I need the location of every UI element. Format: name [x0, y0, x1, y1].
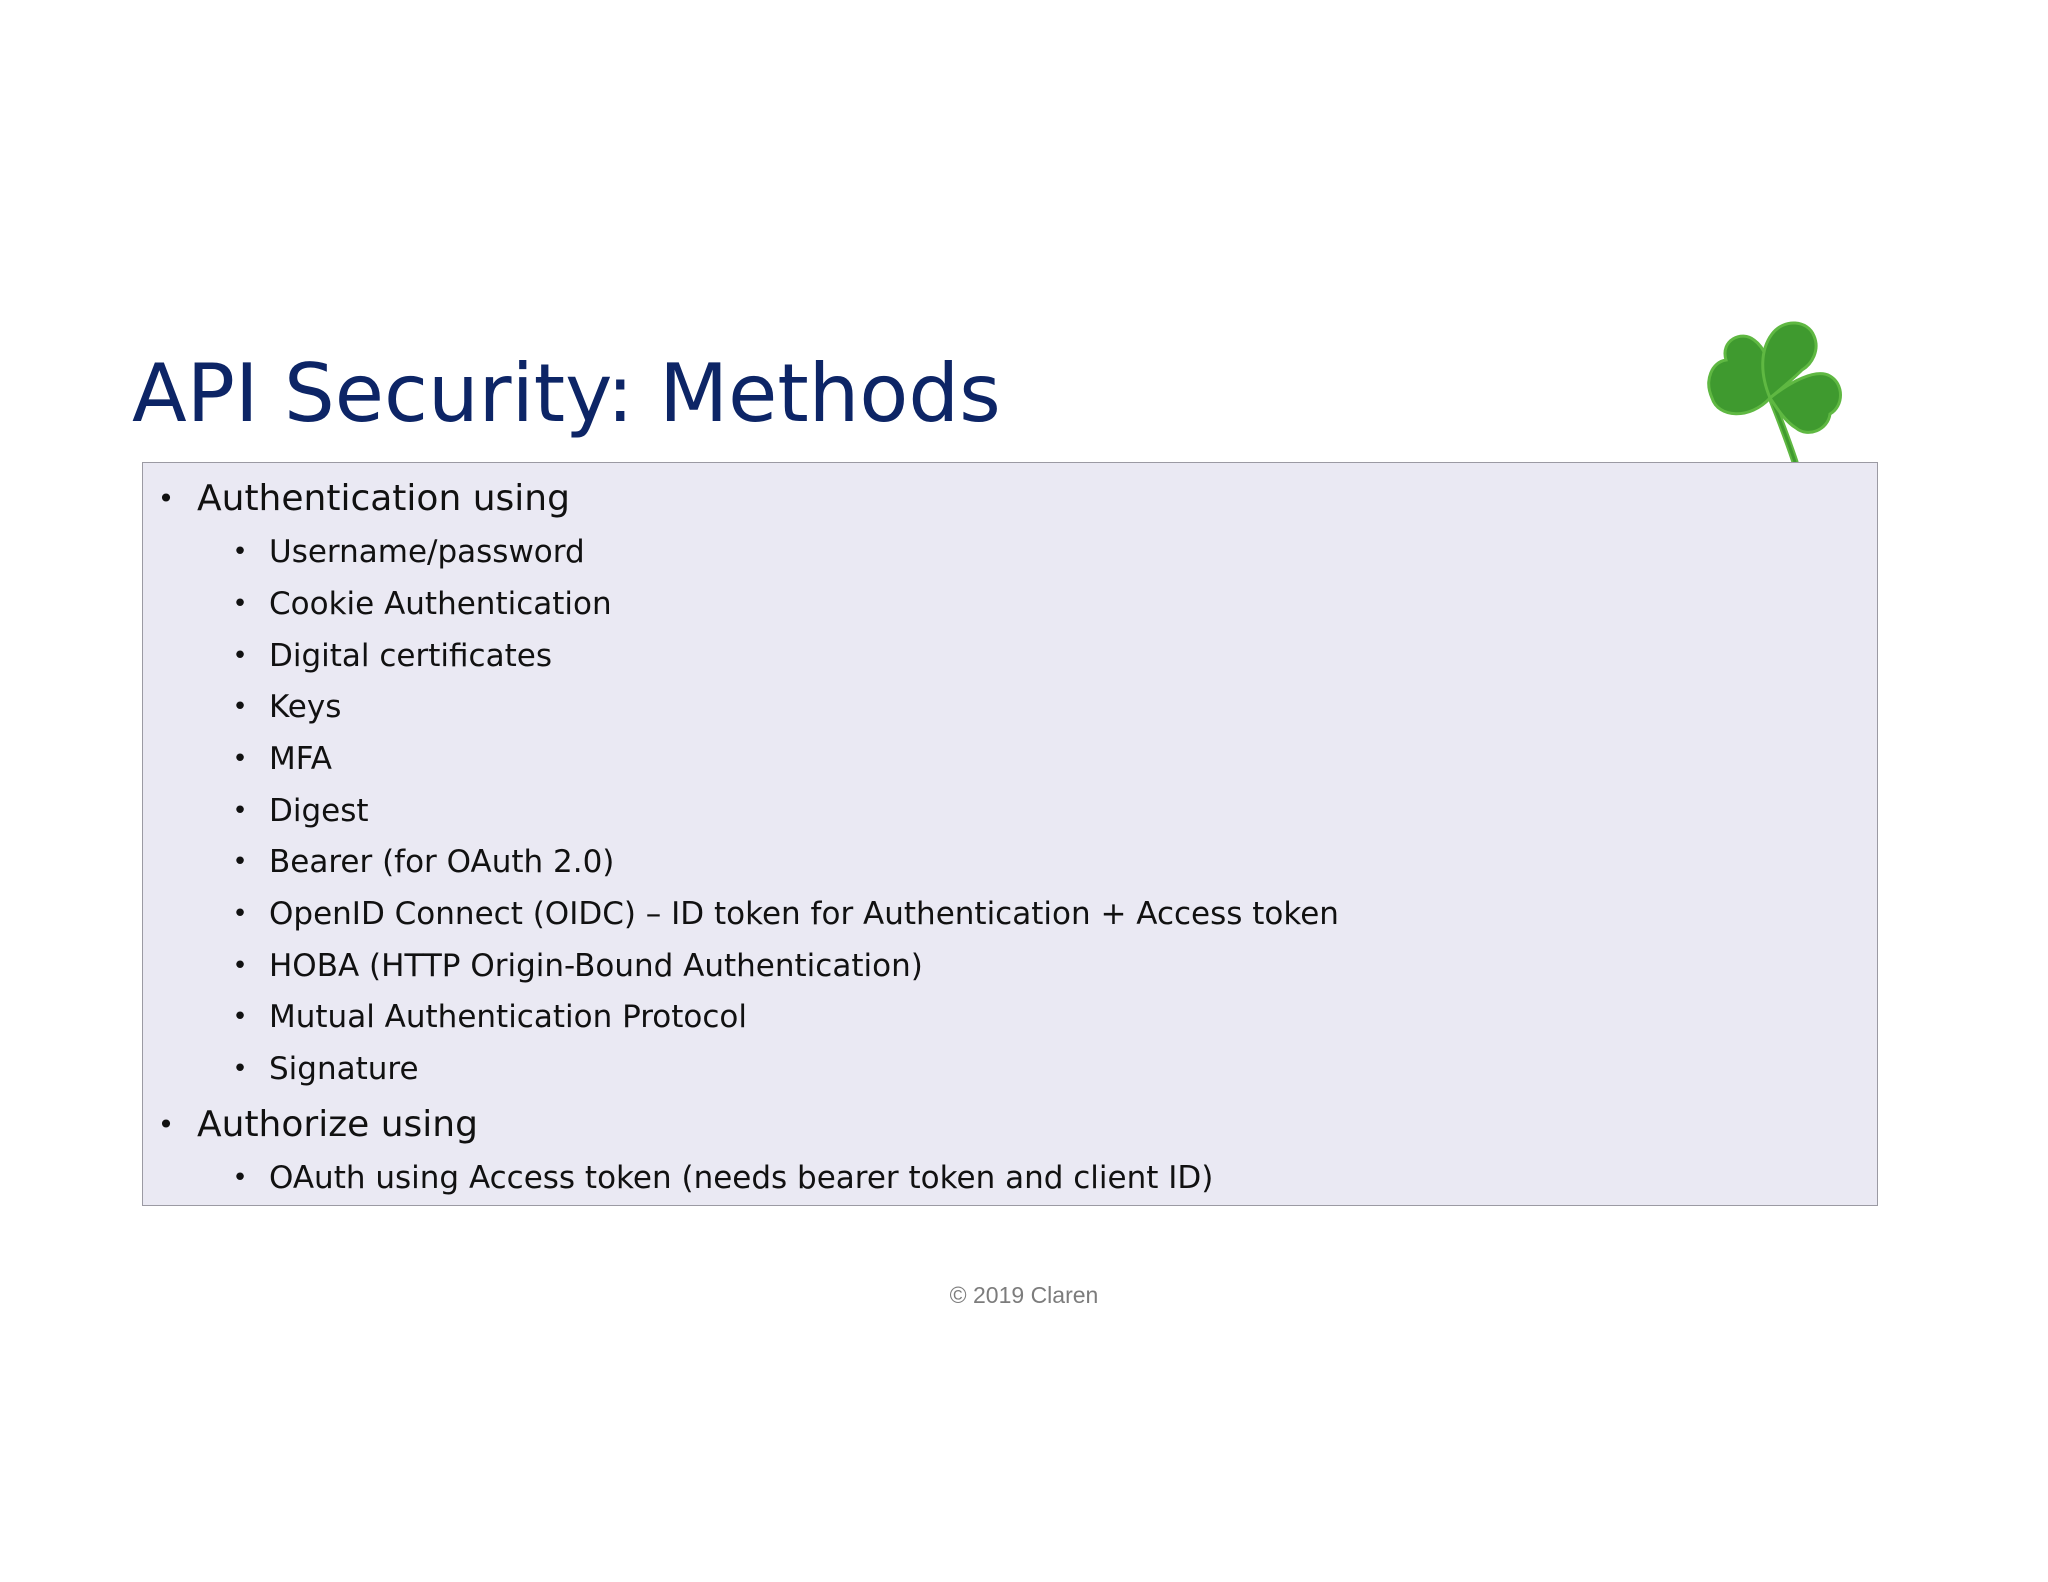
bullet: • [232, 951, 248, 981]
bullet: • [232, 796, 248, 826]
section-authorize [157, 1103, 478, 1147]
bullet: • [232, 1163, 248, 1193]
section-label: Authentication using [197, 478, 570, 519]
list-item [231, 1158, 1213, 1198]
list-item [231, 842, 614, 882]
list-item-label: OAuth using Access token (needs bearer token and client ID) [269, 1160, 1214, 1196]
list-item [231, 997, 747, 1037]
list-item [231, 791, 369, 831]
list-item [231, 687, 341, 727]
bullet: • [232, 1054, 248, 1084]
list-item-label: OpenID Connect (OIDC) – ID token for Authentication + Access token [269, 896, 1339, 932]
list-item [231, 946, 923, 986]
list-item-label: Digest [269, 793, 369, 829]
section-label: Authorize using [197, 1104, 478, 1145]
list-item-label: Username/password [269, 534, 585, 570]
content-box [142, 462, 1878, 1206]
list-item [231, 584, 612, 624]
list-item [231, 894, 1339, 934]
list-item-label: Mutual Authentication Protocol [269, 999, 748, 1035]
list-item-label: Digital certificates [269, 638, 552, 674]
list-item [231, 1049, 419, 1089]
bullet: • [232, 899, 248, 929]
list-item-label: Keys [269, 689, 342, 725]
bullet: • [232, 537, 248, 567]
list-item [231, 532, 585, 572]
bullet: • [232, 744, 248, 774]
list-item-label: Bearer (for OAuth 2.0) [269, 844, 615, 880]
bullet: • [232, 692, 248, 722]
list-item-label: Signature [269, 1051, 419, 1087]
bullet: • [232, 847, 248, 877]
shamrock-leaf-left [1709, 336, 1771, 414]
list-item-label: Cookie Authentication [269, 586, 612, 622]
list-item-label: MFA [269, 741, 332, 777]
slide-title: API Security: Methods [132, 347, 1001, 440]
list-item-label: HOBA (HTTP Origin-Bound Authentication) [269, 948, 923, 984]
bullet: • [157, 482, 175, 515]
bullet: • [232, 589, 248, 619]
bullet: • [232, 641, 248, 671]
bullet: • [157, 1108, 175, 1141]
list-item [231, 739, 332, 779]
section-authentication [157, 477, 570, 521]
list-item [231, 636, 552, 676]
copyright-footer: © 2019 Claren [949, 1282, 1099, 1308]
bullet: • [232, 1002, 248, 1032]
shamrock-icon [1690, 310, 1850, 470]
